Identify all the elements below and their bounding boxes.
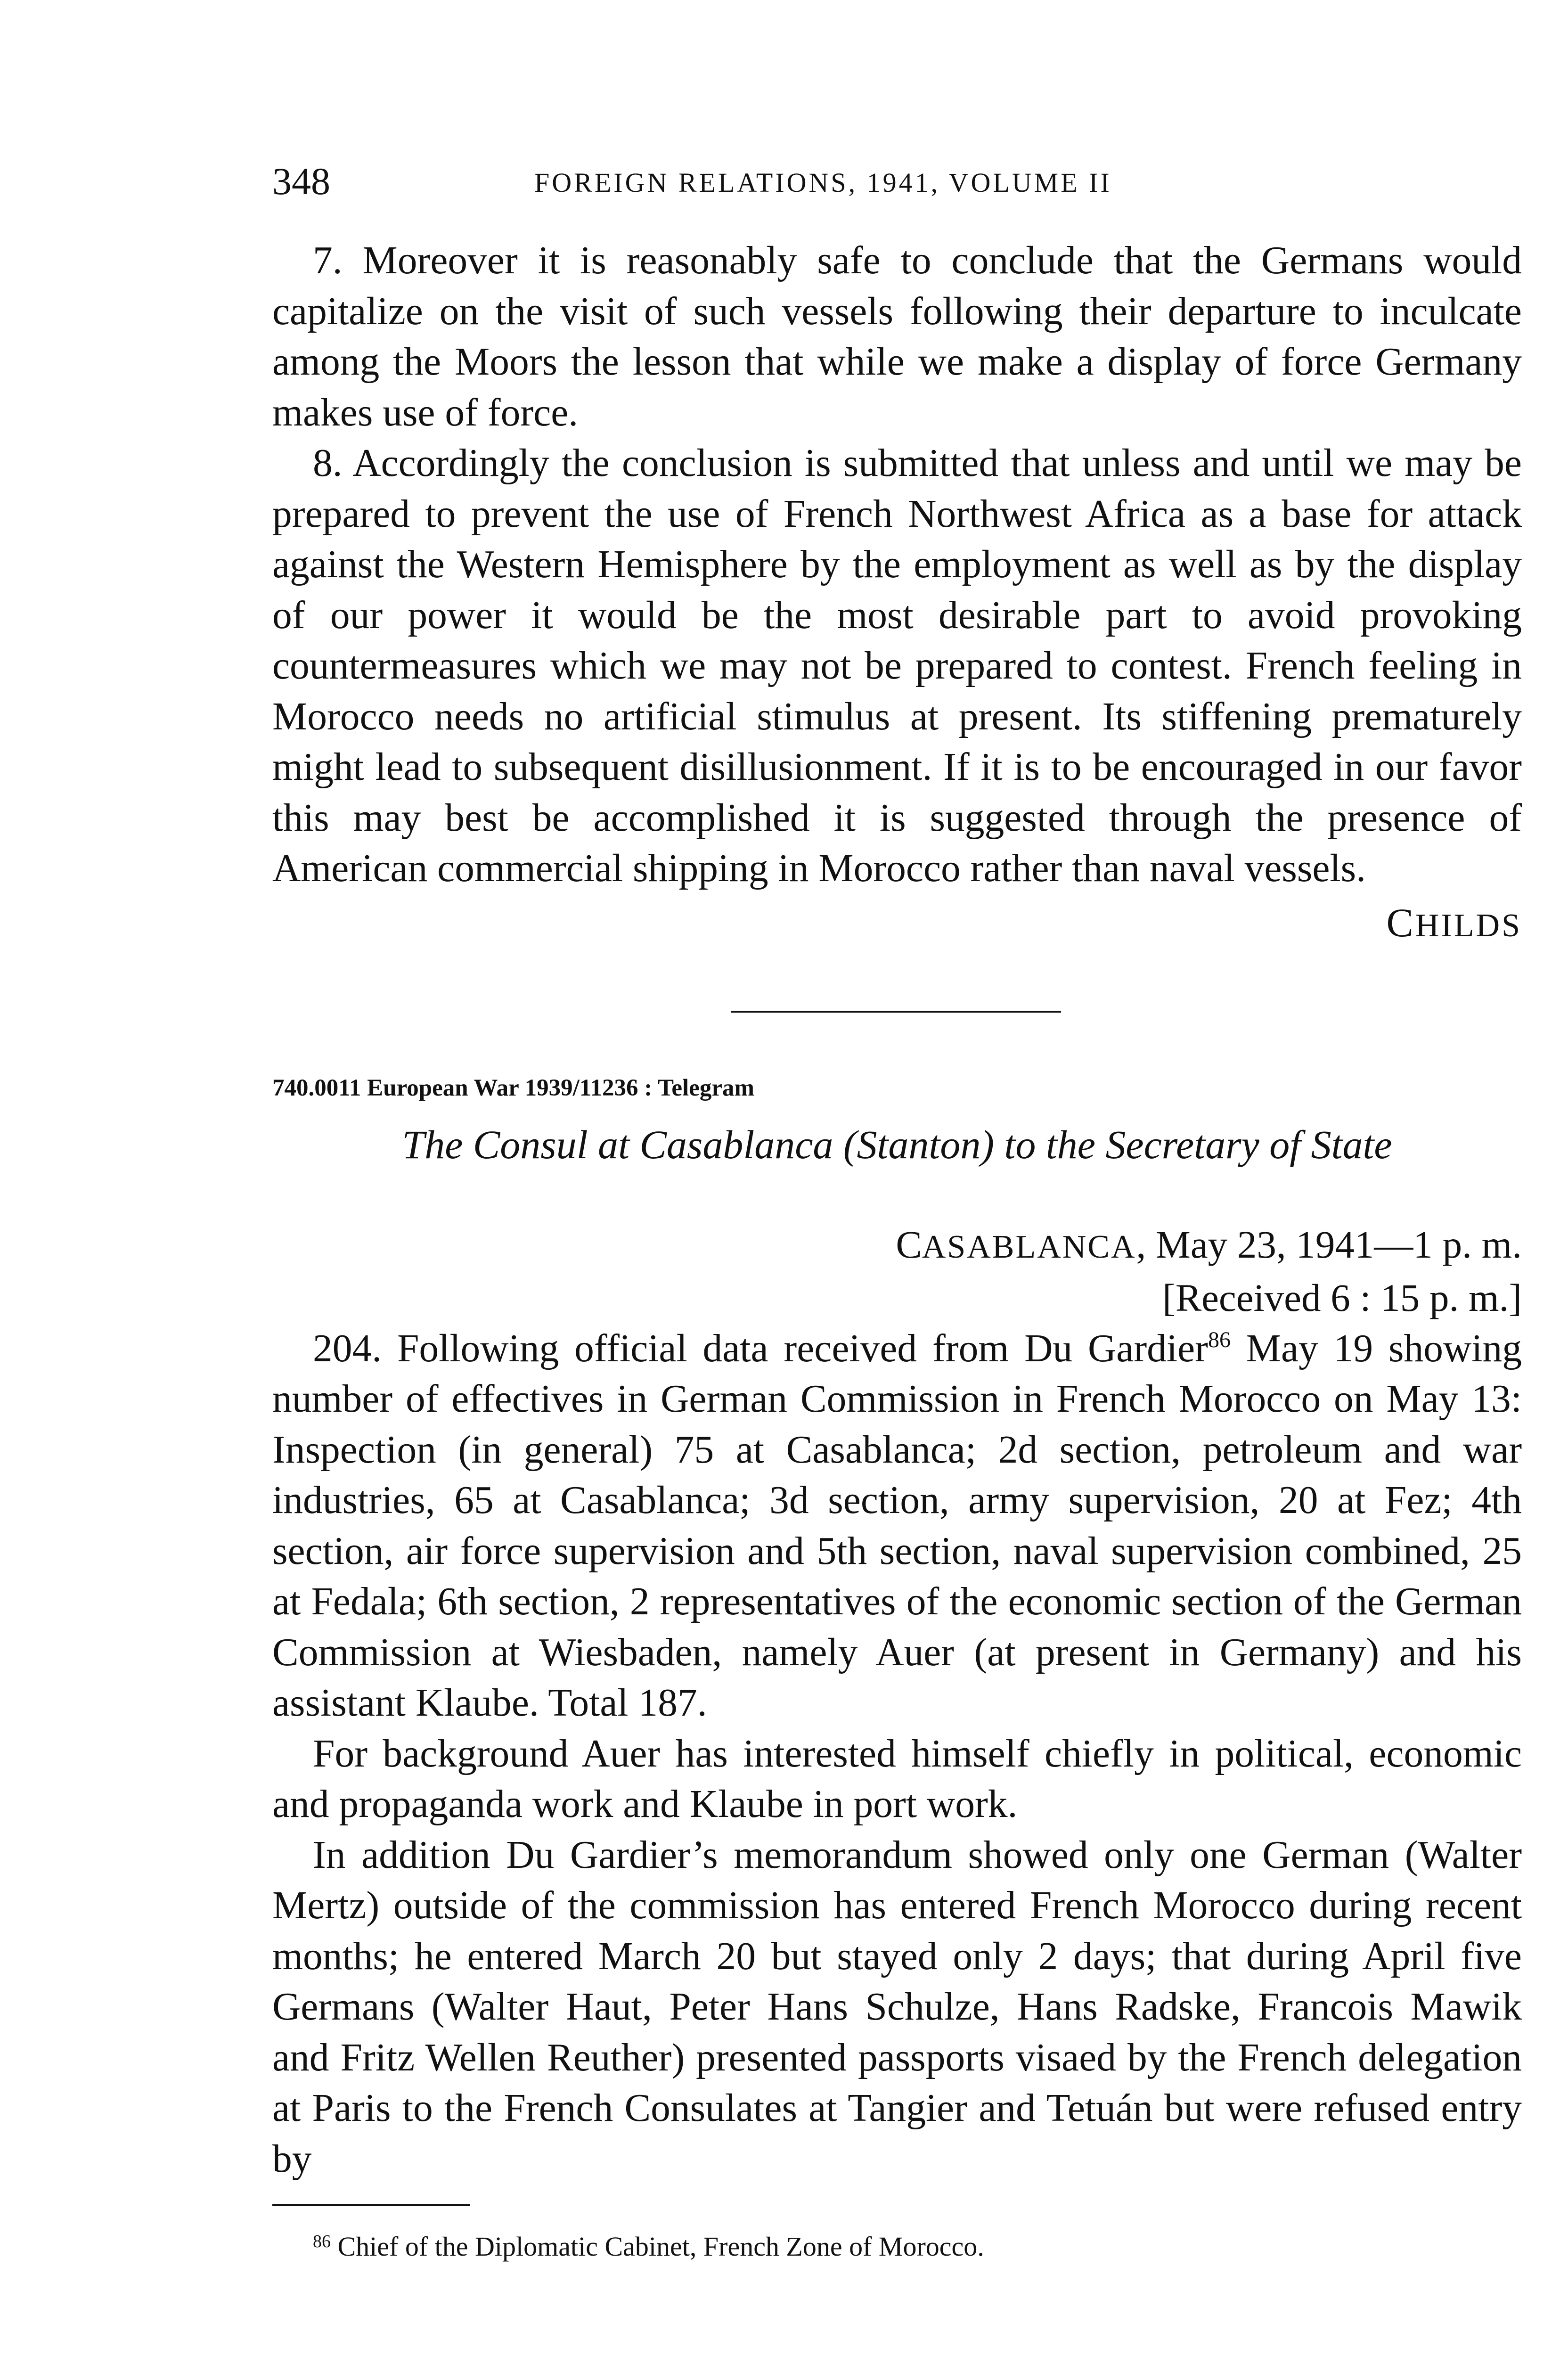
page-number: 348 [272,160,330,203]
footnote [313,2228,1522,2266]
footnote-number: 86 [313,2232,331,2251]
telegram-paragraph-3: In addition Du Gardier’s memorandum showed only one German (Walter Mertz) outside of the commission has entered French Morocco during recent months; he entered March 20 but stayed only 2 days; that during April five Germans (Walter Haut, Peter Hans Schulze, Hans Radske, Francois Mawik and Fritz Wellen Reuther) presented passports visaed by the French delegation at Paris to the French Consulates at Tangier and Tetuán but were refused entry by [272,1833,1522,2181]
dateline-place-rest: ASABLANCA [922,1228,1136,1265]
telegram-paragraph-1 [272,1324,1522,1729]
file-reference: 740.0011 European War 1939/11236 : Telegram [272,1074,754,1101]
telegram-paragraph-1-end: May 19 showing number of effectives in German Commission in French Morocco on May 13: Inspection (in general) 75 at Casablanca; 2d section, petroleum and war industries, 65 at Casablanca; 3d section, army supervision, 20 at Fez; 4th section, air force supervision and 5th section, naval supervision combined, 25 at Fedala; 6th section, 2 representatives of the economic section of the German Commission at Wiesbaden, namely Auer (at present in Germany) and his assistant Klaube. Total 187. [272,1326,1522,1725]
dateline [272,1220,1522,1272]
signature [272,899,1522,949]
footnote-text: Chief of the Diplomatic Cabinet, French Zone of Morocco. [331,2231,984,2262]
footnote-reference: 86 [1208,1327,1231,1352]
paragraph-7: 7. Moreover it is reasonably safe to conclude that the Germans would capitalize on the visit of such vessels following their departure to inculcate among the Moors the lesson that while we make a display of force Germany makes use of force. [272,239,1522,434]
telegram-paragraph-2: For background Auer has interested himself chiefly in political, economic and propaganda work and Klaube in port work. [272,1732,1522,1826]
signature-rest: HILDS [1415,907,1522,944]
page-header [272,155,1522,212]
telegram-paragraph-1-start: 204. Following official data received from Du Gardier [313,1326,1208,1370]
paragraph-8: 8. Accordingly the conclusion is submitted that unless and until we may be prepared to prevent the use of French Northwest Africa as a base for attack against the Western Hemisphere by the employment as well as by the display of our power it would be the most desirable part to avoid provoking countermeasures which we may not be prepared to contest. French feeling in Morocco needs no artificial stimulus at present. Its stiffening prematurely might lead to subsequent disillusionment. If it is to be encouraged in our favor this may best be accomplished it is suggested through the presence of American commercial shipping in Morocco rather than naval vessels. [272,442,1522,890]
received-note: [Received 6 : 15 p. m.] [1162,1276,1522,1319]
page-body [272,236,1522,2266]
footnote-rule [272,2204,470,2206]
document-title: The Consul at Casablanca (Stanton) to the Secretary of State [402,1121,1392,1167]
section-separator [731,1011,1061,1013]
running-head: FOREIGN RELATIONS, 1941, VOLUME II [534,167,1112,198]
dateline-place-initial: C [896,1222,922,1266]
signature-initial: C [1386,900,1415,945]
dateline-date: , May 23, 1941—1 p. m. [1136,1222,1522,1266]
